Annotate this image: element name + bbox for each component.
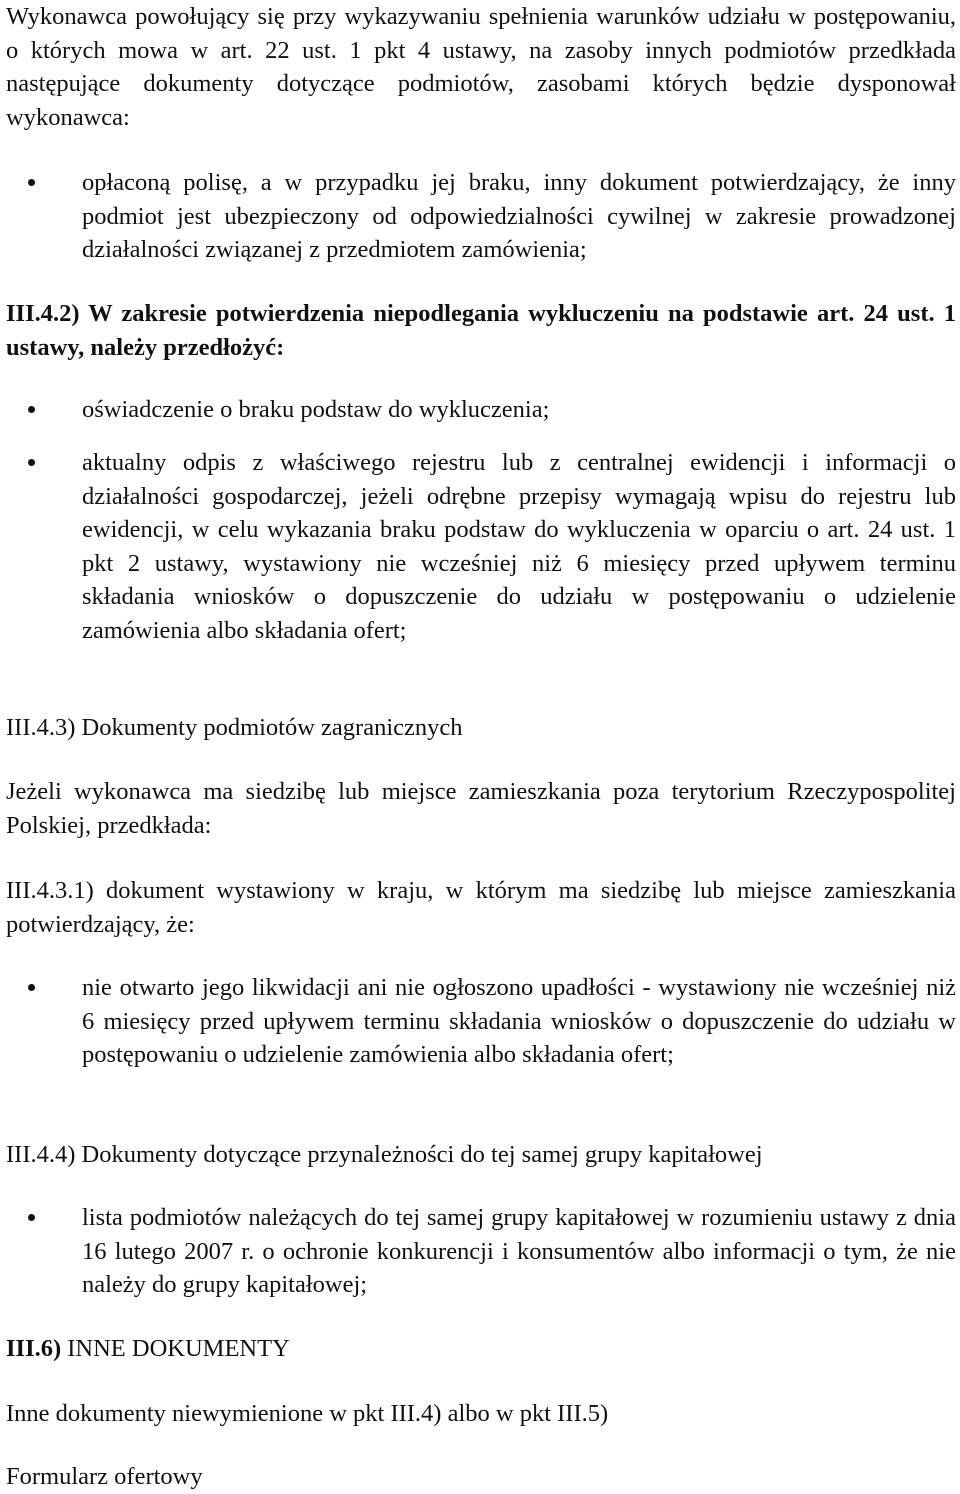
section-6-heading-title: INNE DOKUMENTY (61, 1335, 290, 1362)
list-item (6, 1201, 956, 1302)
list-item-text: aktualny odpis z właściwego rejestru lub z centralnej ewidencji i informacji o działalności gospodarczej, jeżeli odrębne przepisy wymagają wpisu do rejestru lub ewidencji, w celu wykazania braku podstaw do wykluczenia w oparciu o art. 24 ust. 1 pkt 2 ustawy, wystawiony nie wcześniej niż 6 miesięcy przed upływem terminu składania wniosków o dopuszczenie do udziału w postępowaniu o udzielenie zamówienia albo składania ofert; (82, 449, 956, 644)
list-item (6, 446, 956, 647)
bullet-icon (28, 179, 35, 186)
bullet-icon (28, 406, 35, 413)
section-4-3-paragraph: Jeżeli wykonawca ma siedzibę lub miejsce zamieszkania poza terytorium Rzeczypospolitej Polskiej, przedkłada: (6, 778, 956, 839)
section-4-4-bullet-list (6, 1201, 956, 1302)
section-4-2-heading: III.4.2) W zakresie potwierdzenia niepodlegania wykluczeniu na podstawie art. 24 ust. 1 ustawy, należy przedłożyć: (6, 300, 956, 361)
section-4-3-heading: III.4.3) Dokumenty podmiotów zagranicznych (6, 714, 463, 741)
section-6-footer-item: Formularz ofertowy (6, 1463, 203, 1490)
intro-paragraph: Wykonawca powołujący się przy wykazywaniu spełnienia warunków udziału w postępowaniu, o których mowa w art. 22 ust. 1 pkt 4 ustawy, na zasoby innych podmiotów przedkłada następujące dokumenty dotyczące podmiotów, zasobami których będzie dysponował wykonawca: (6, 3, 956, 131)
bullet-icon (28, 1214, 35, 1221)
section-4-4-heading: III.4.4) Dokumenty dotyczące przynależności do tej samej grupy kapitałowej (6, 1141, 763, 1168)
section-6-paragraph: Inne dokumenty niewymienione w pkt III.4) albo w pkt III.5) (6, 1400, 609, 1427)
bullet-icon (28, 984, 35, 991)
list-item-text: oświadczenie o braku podstaw do wykluczenia; (82, 396, 550, 423)
section-4-2-bullet-list-2 (6, 446, 956, 647)
list-item-text: nie otwarto jego likwidacji ani nie ogłoszono upadłości - wystawiony nie wcześniej niż 6 miesięcy przed upływem terminu składania wniosków o dopuszczenie do udziału w postępowaniu o udzielenie zamówienia albo składania ofert; (82, 974, 956, 1068)
section-6-heading-number: III.6) (6, 1335, 62, 1362)
section-4-2-bullet-list (6, 393, 956, 427)
section-4-3-1-heading: III.4.3.1) dokument wystawiony w kraju, w którym ma siedzibę lub miejsce zamieszkania potwierdzający, że: (6, 877, 956, 938)
list-item (6, 166, 956, 267)
section-6-heading (6, 1332, 956, 1366)
section-4-3-bullet-list (6, 971, 956, 1072)
intro-bullet-list (6, 166, 956, 267)
list-item-text: lista podmiotów należących do tej samej grupy kapitałowej w rozumieniu ustawy z dnia 16 lutego 2007 r. o ochronie konkurencji i konsumentów albo informacji o tym, że nie należy do grupy kapitałowej; (82, 1204, 956, 1298)
bullet-icon (28, 459, 35, 466)
list-item (6, 393, 956, 427)
list-item (6, 971, 956, 1072)
list-item-text: opłaconą polisę, a w przypadku jej braku, inny dokument potwierdzający, że inny podmiot jest ubezpieczony od odpowiedzialności cywilnej w zakresie prowadzonej działalności związanej z przedmiotem zamówienia; (82, 169, 956, 263)
